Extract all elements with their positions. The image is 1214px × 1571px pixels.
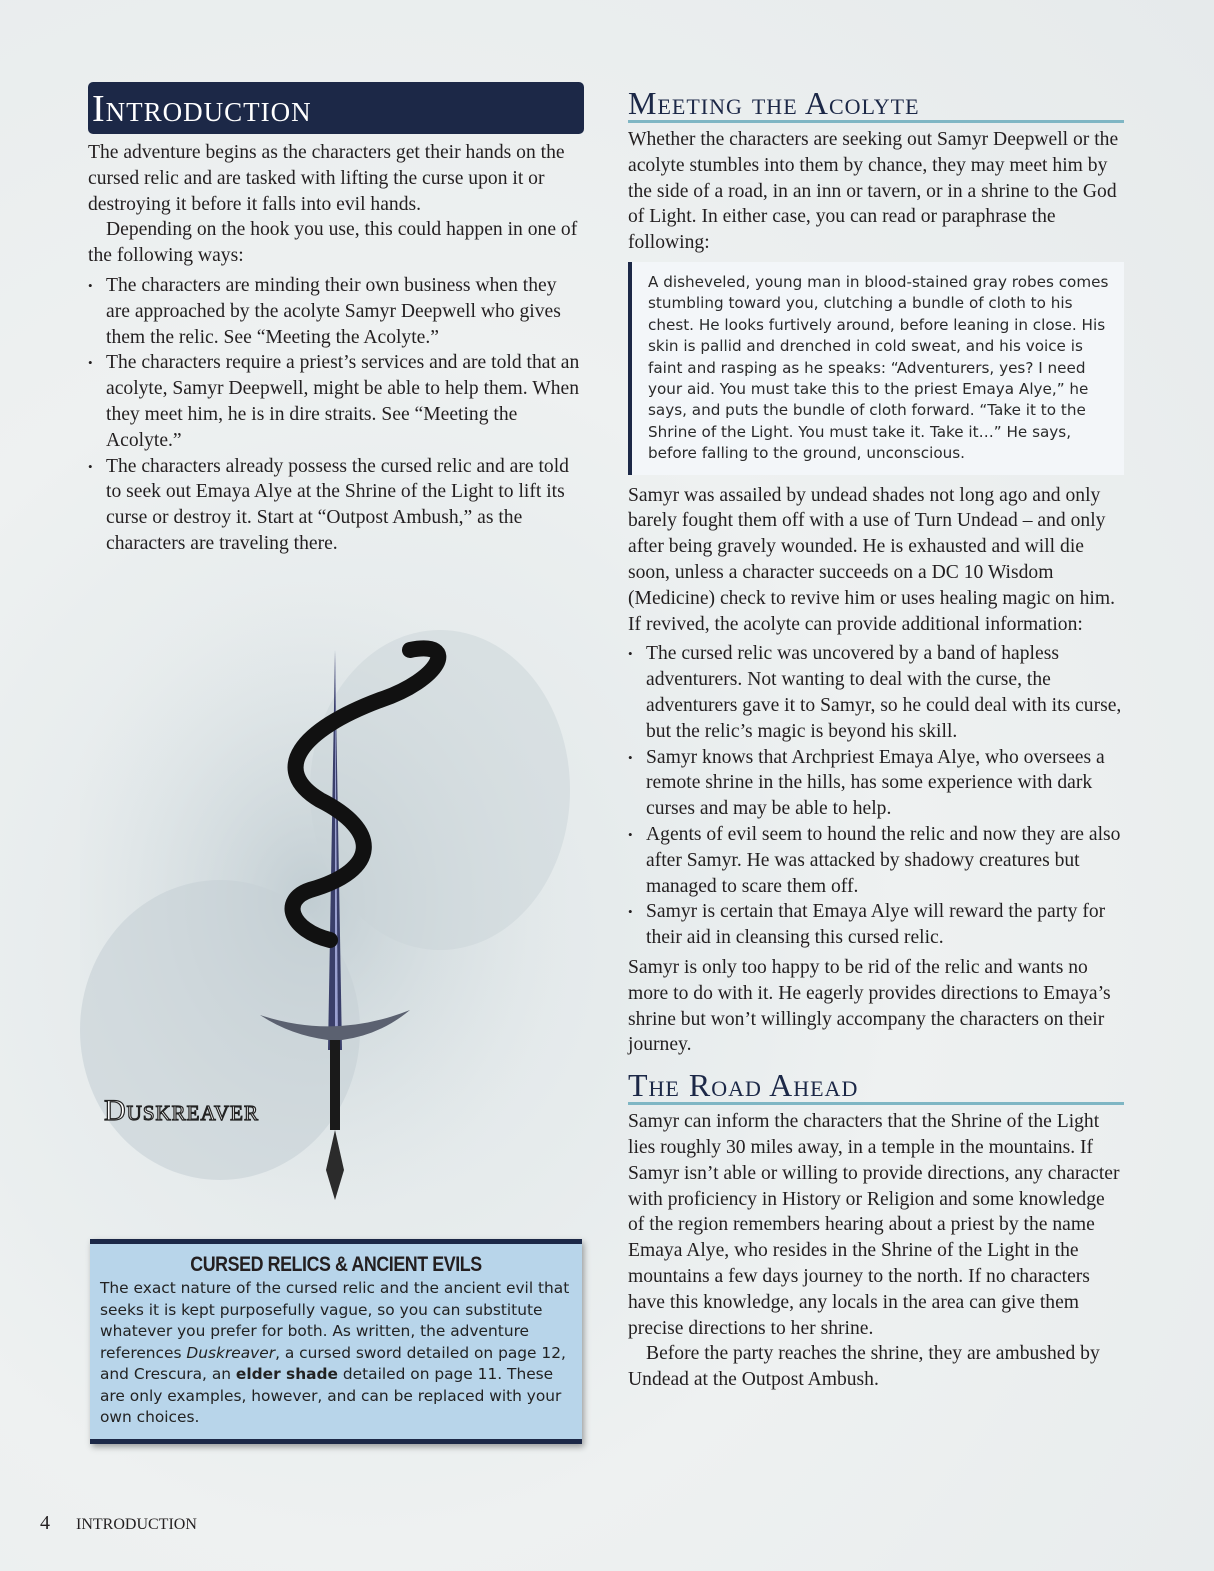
bullet-icon: • [88,277,93,293]
intro-paragraph: Depending on the hook you use, this could happen in one of the following ways: [88,219,578,267]
list-item [628,745,1124,822]
left-column [88,82,584,557]
bullet-icon: • [628,827,633,842]
list-item [628,899,1124,951]
page-number: 4 [40,1512,50,1534]
page-footer [40,1512,197,1535]
illustration-caption: Duskreaver [104,1094,259,1127]
sidebar-text: detailed on page 11. These are only examples, however, and can be replaced with your own choices. [100,1365,562,1426]
sidebar-bold: elder shade [235,1365,338,1383]
bullet-icon: • [88,355,93,371]
bullet-icon: • [628,749,633,765]
list-item [628,822,1124,899]
hook-list [88,273,584,557]
list-item-text: The characters already possess the cursed relic and are told to seek out Emaya Alye at the Shrine of the Light to lift its curse or destroy it. Start at “Outpost Ambush,” as the characters are traveling there. [106,455,569,554]
list-item [88,454,584,557]
section-banner [88,82,584,134]
paragraph: Samyr is only too happy to be rid of the relic and wants no more to do with it. He eagerly provides directions to Emaya’s shrine but won’t willingly accompany the characters on their journey. [628,956,1111,1056]
sidebar-text: The exact nature of the cursed relic and the ancient evil that seeks it is kept purposefully vague, so you can substitute whatever you prefer for both. As written, the adventure references [100,1279,570,1362]
list-item-text: Samyr knows that Archpriest Emaya Alye, who oversees a remote shrine in the hills, has some experience with dark curses and may be able to help. [646,746,1105,820]
info-list [628,641,1124,951]
intro-paragraph: The adventure begins as the characters get their hands on the cursed relic and are tasked with lifting the curse upon it or destroying it before it falls into evil hands. [88,142,565,215]
sword-illustration [80,570,600,1230]
list-item [88,273,584,350]
sidebar-title: CURSED RELICS & ANCIENT EVILS [190,1253,482,1276]
bullet-icon: • [88,458,93,474]
list-item-text: The cursed relic was uncovered by a band of hapless adventurers. Not wanting to deal with the curse, the adventurers gave it to Samyr, so he could deal with its curse, but the relic’s magic is beyond his skill. [646,643,1122,742]
list-item [88,350,584,453]
sidebar-italic: Duskreaver [186,1343,276,1362]
list-item-text: Samyr is certain that Emaya Alye will reward the party for their aid in cleansing this cursed relic. [646,901,1106,949]
paragraph: Whether the characters are seeking out Samyr Deepwell or the acolyte stumbles into them by chance, they may meet him by the side of a road, in an inn or tavern, or in a shrine to the God of Light. In either case, you can read or paraphrase the following: [628,129,1119,254]
section-heading: The Road Ahead [628,1068,1124,1105]
right-column [628,86,1124,1393]
sidebar-body [100,1278,572,1429]
list-item-text: The characters require a priest’s services and are told that an acolyte, Samyr Deepwell, might be able to help them. When they meet him, he is in dire straits. See “Meeting the Acolyte.” [106,352,580,451]
sidebar-box [90,1239,582,1444]
paragraph: Before the party reaches the shrine, they are ambushed by Undead at the Outpost Ambush. [628,1343,1100,1391]
section-heading: Meeting the Acolyte [628,86,1124,123]
list-item-text: The characters are minding their own business when they are approached by the acolyte Samyr Deepwell who gives them the relic. See “Meeting the Acolyte.” [106,274,561,348]
footer-section: INTRODUCTION [76,1516,197,1533]
paragraph: Samyr was assailed by undead shades not long ago and only barely fought them off with a use of Turn Undead – and only after being gravely wounded. He is exhausted and will die soon, unless a character succeeds on a DC 10 Wisdom (Medicine) check to revive him or uses healing magic on him. If revived, the acolyte can provide additional information: [628,484,1115,635]
paragraph: Samyr can inform the characters that the Shrine of the Light lies roughly 30 miles away, in a temple in the mountains. If Samyr isn’t able or willing to provide directions, any character with proficiency in History or Religion and some knowledge of the region remembers hearing about a priest by the name Emaya Alye, who resides in the Shrine of the Light in the mountains a few days journey to the north. If no characters have this knowledge, any locals in the area can give them precise directions to her shrine. [628,1111,1120,1339]
list-item-text: Agents of evil seem to hound the relic and now they are also after Samyr. He was attacked by shadowy creatures but managed to scare them off. [646,824,1121,897]
sidebar-text: , a cursed sword detailed on page 12, and Crescura, an [100,1343,566,1383]
page-title: Introduction [92,88,312,130]
bullet-icon: • [628,646,633,662]
bullet-icon: • [628,904,633,920]
list-item [628,641,1124,744]
read-aloud-box: A disheveled, young man in blood-stained gray robes comes stumbling toward you, clutching a bundle of cloth to his chest. He looks furtively around, before leaning in close. His skin is pallid and drenched in cold sweat, and his voice is faint and rasping as he speaks: “Adventurers, yes? I need your aid. You must take this to the priest Emaya Alye,” he says, and puts the bundle of cloth forward. “Take it to the Shrine of the Light. You must take it. Take it…” He says, before falling to the ground, unconscious. [628,262,1124,475]
